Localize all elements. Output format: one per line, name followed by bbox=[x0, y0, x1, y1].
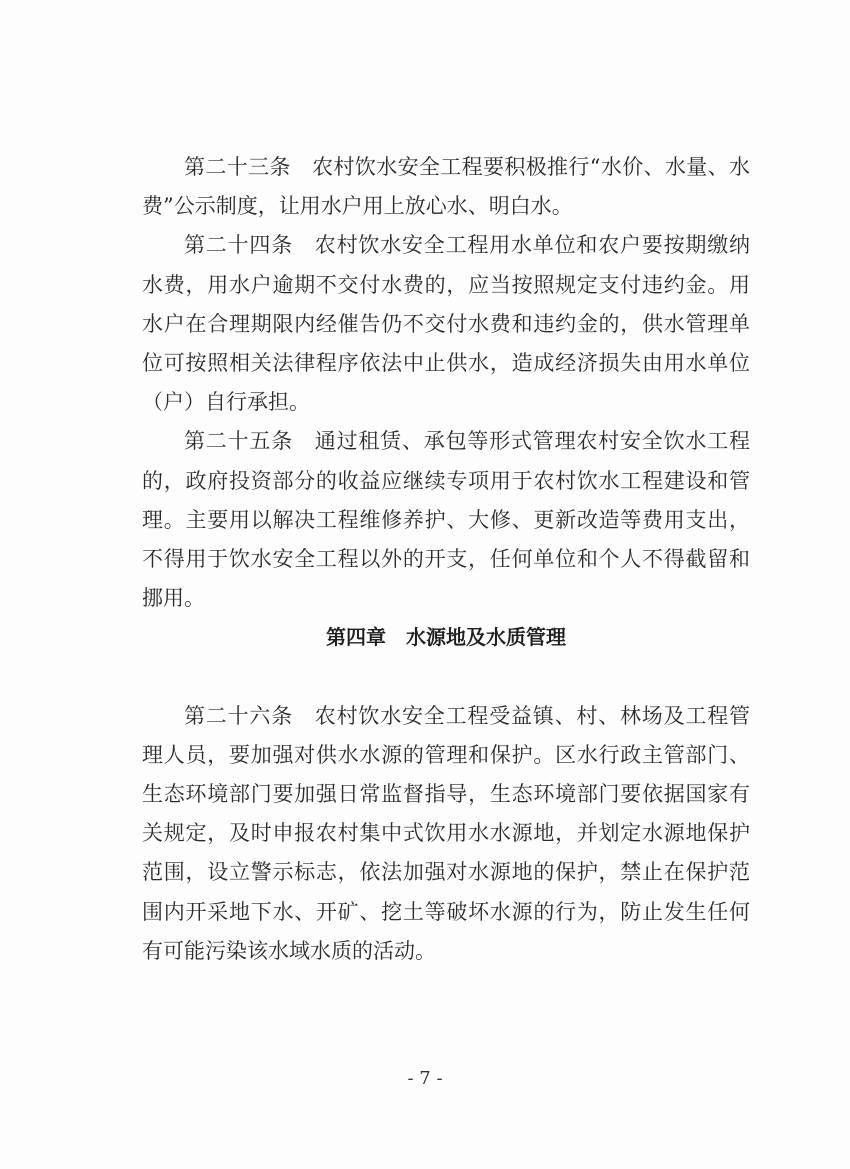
document-body bbox=[142, 148, 750, 971]
chapter-heading: 第四章 水源地及水质管理 bbox=[326, 625, 566, 650]
article-25: 第二十五条 通过租赁、承包等形式管理农村安全饮水工程的，政府投资部分的收益应继续专项用于农村饮水工程建设和管理。主要用以解决工程维修养护、大修、更新改造等费用支出，不得用于饮水安全工程以外的开支，任何单位和个人不得截留和挪用。 bbox=[142, 429, 750, 611]
page-number: - 7 - bbox=[407, 1068, 443, 1089]
article-24: 第二十四条 农村饮水安全工程用水单位和农户要按期缴纳水费，用水户逾期不交付水费的，应当按照规定支付违约金。用水户在合理期限内经催告仍不交付水费和违约金的，供水管理单位可按照相关法律程序依法中止供水，造成经济损失由用水单位（户）自行承担。 bbox=[142, 233, 750, 415]
article-23: 第二十三条 农村饮水安全工程要积极推行“水价、水量、水费”公示制度，让用水户用上放心水、明白水。 bbox=[142, 155, 750, 219]
article-26: 第二十六条 农村饮水安全工程受益镇、村、林场及工程管理人员，要加强对供水水源的管理和保护。区水行政主管部门、生态环境部门要加强日常监督指导，生态环境部门要依据国家有关规定，及时申报农村集中式饮用水水源地，并划定水源地保护范围，设立警示标志，依法加强对水源地的保护，禁止在保护范围内开采地下水、开矿、挖土等破坏水源的行为，防止发生任何有可能污染该水域水质的活动。 bbox=[142, 703, 750, 963]
